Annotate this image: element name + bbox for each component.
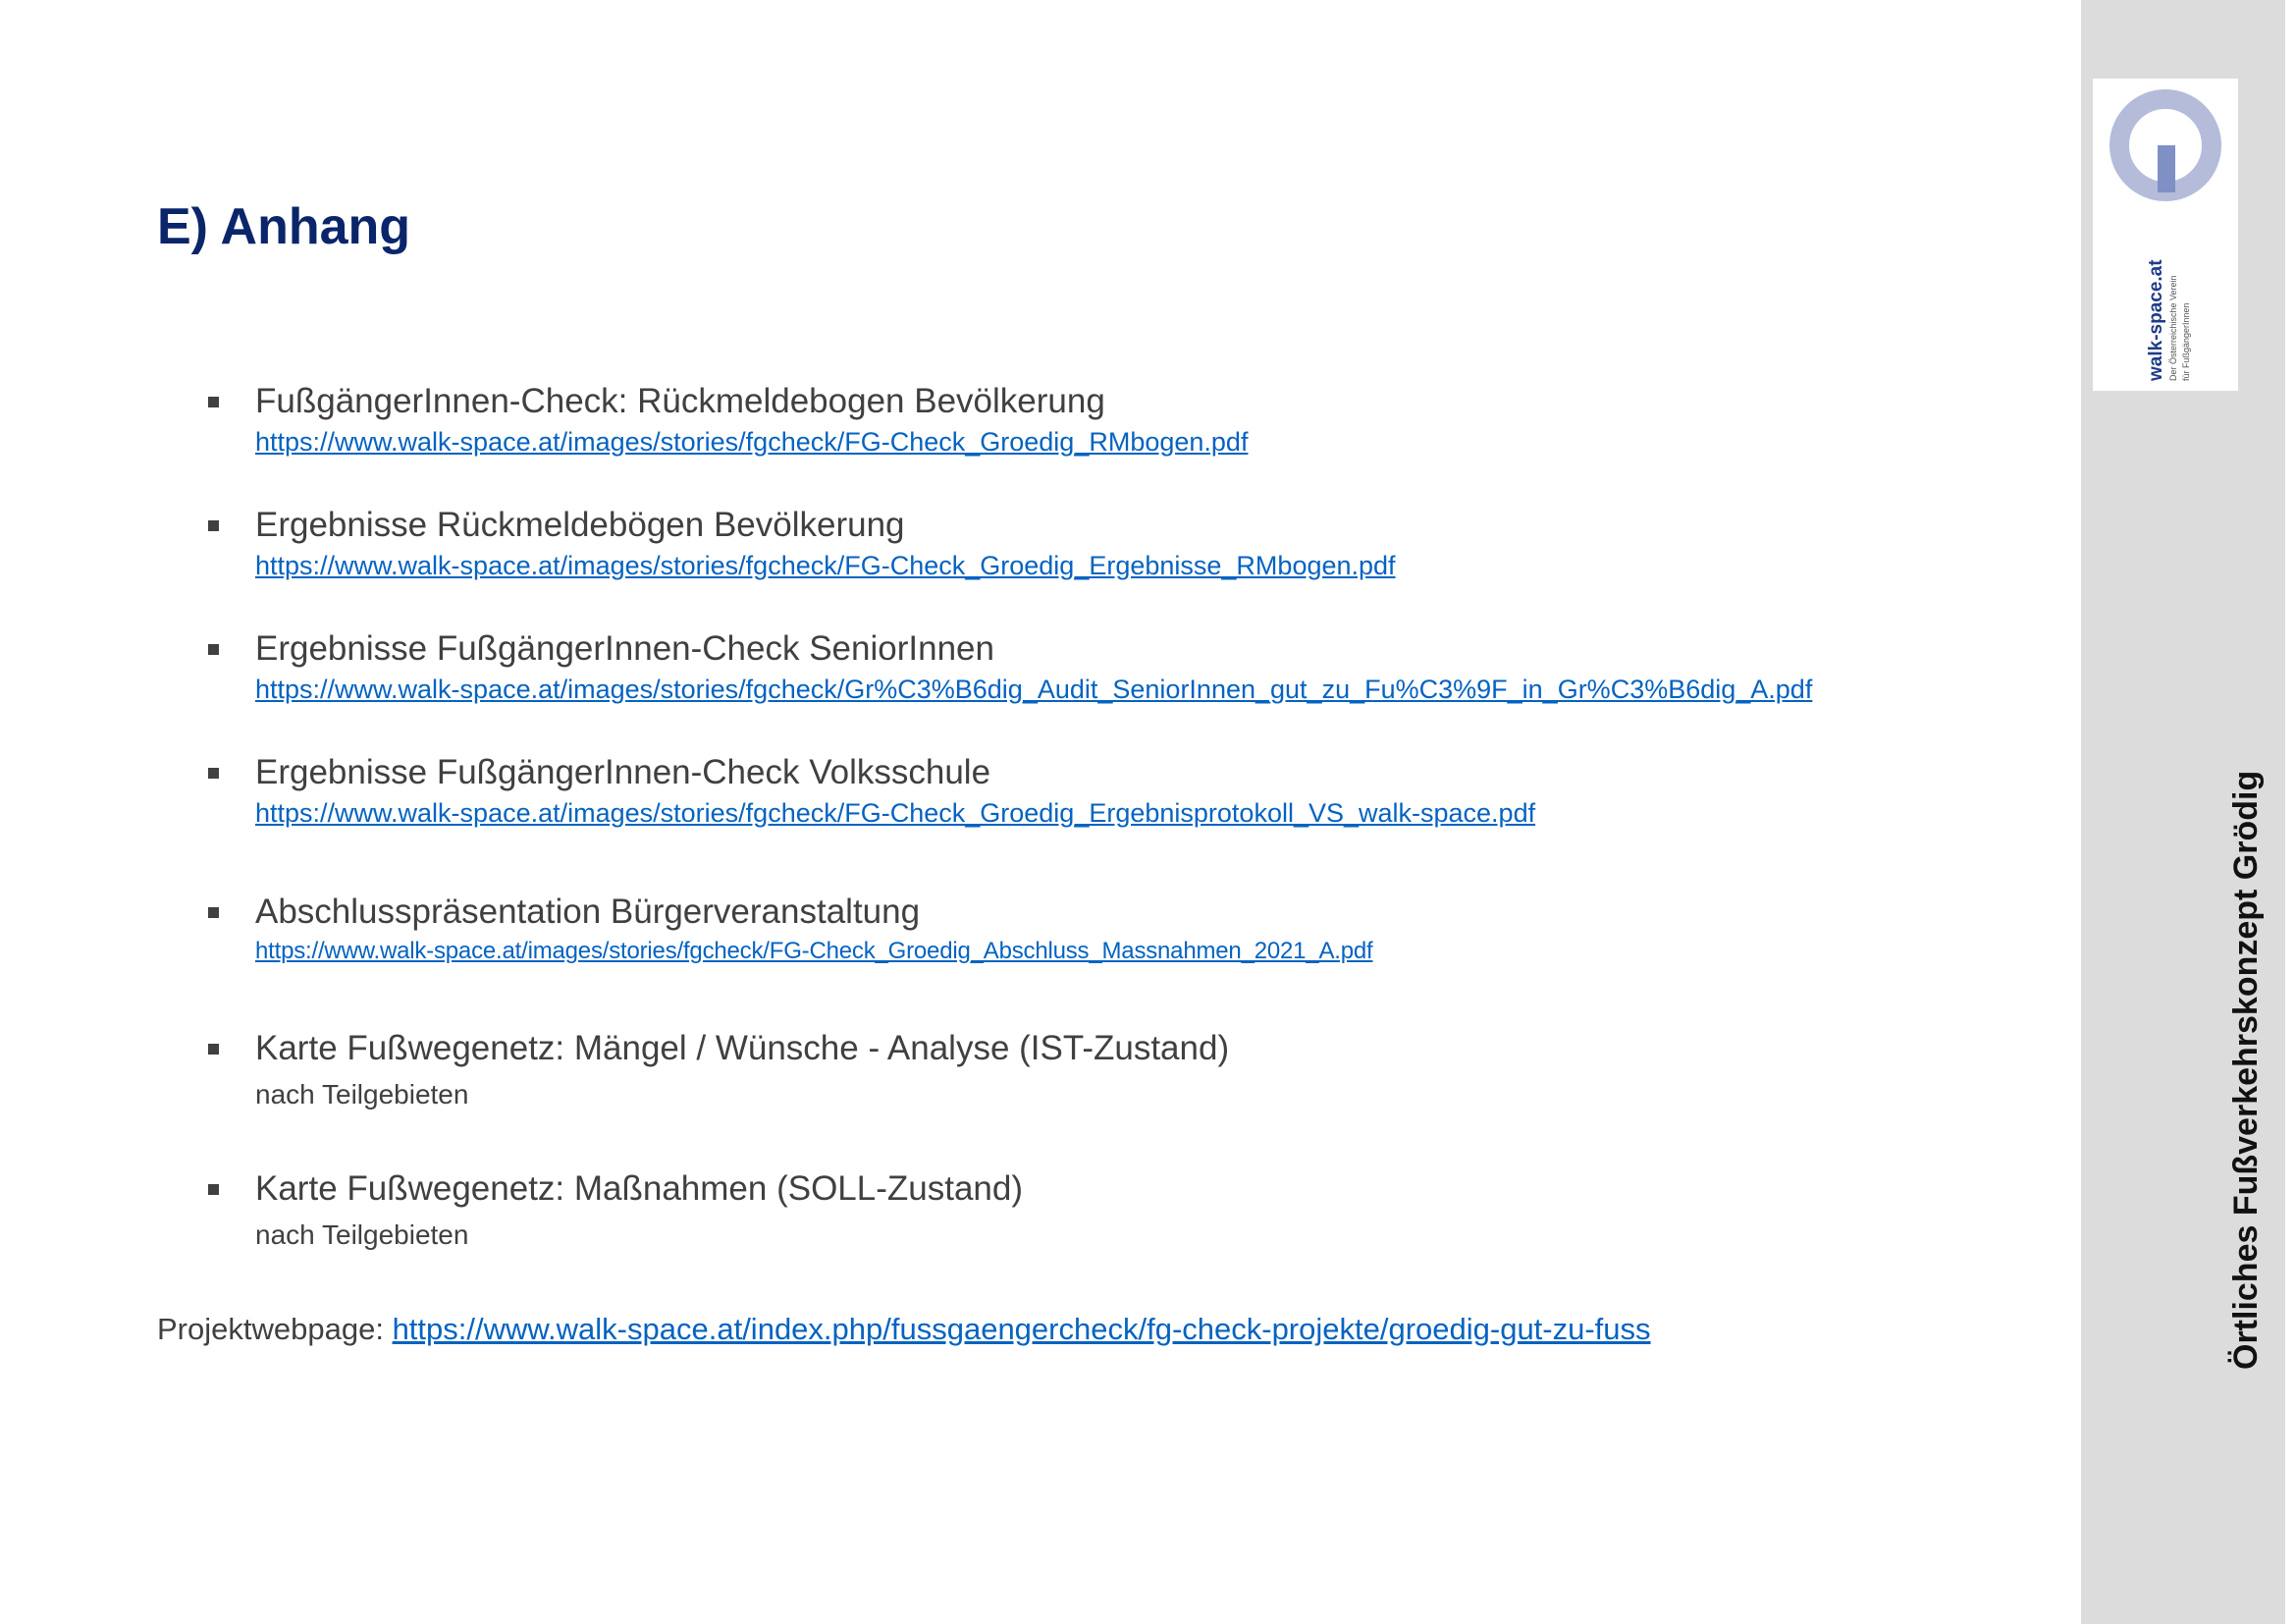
- item-link[interactable]: https://www.walk-space.at/images/stories/fgcheck/FG-Check_Groedig_Ergebnisse_RMbogen.pdf: [255, 551, 1396, 580]
- item-title: Ergebnisse FußgängerInnen-Check Volksschule: [255, 753, 991, 791]
- project-link[interactable]: https://www.walk-space.at/index.php/fussgaengercheck/fg-check-projekte/groedig-gut-zu-fuss: [392, 1312, 1651, 1346]
- square-bullet-icon: [208, 907, 219, 918]
- list-item-rueckmeldebogen: [255, 381, 1248, 460]
- square-bullet-icon: [208, 397, 219, 407]
- item-title: Abschlusspräsentation Bürgerveranstaltung: [255, 893, 921, 931]
- logo-name: walk-space.at: [2146, 259, 2166, 381]
- item-title: Ergebnisse FußgängerInnen-Check SeniorInnen: [255, 629, 994, 668]
- item-title: Ergebnisse Rückmeldebögen Bevölkerung: [255, 506, 905, 544]
- list-item-ergebnisse-rueckmeldeboegen: [255, 505, 1396, 583]
- item-title: Karte Fußwegenetz: Mängel / Wünsche - Analyse (IST-Zustand): [255, 1029, 1230, 1067]
- item-note: nach Teilgebieten: [255, 1219, 469, 1250]
- item-link[interactable]: https://www.walk-space.at/images/stories/fgcheck/Gr%C3%B6dig_Audit_SeniorInnen_gut_zu_Fu%C3%9F_in_Gr%C3%B6dig_A.pdf: [255, 675, 1813, 704]
- square-bullet-icon: [208, 1184, 219, 1195]
- walk-space-logo: [2093, 79, 2238, 391]
- list-item-seniorinnen: [255, 628, 1812, 707]
- list-item-karte-soll-zustand: [255, 1168, 1023, 1252]
- square-bullet-icon: [208, 768, 219, 779]
- project-webpage: [157, 1311, 1651, 1347]
- item-note: nach Teilgebieten: [255, 1079, 469, 1110]
- item-link[interactable]: https://www.walk-space.at/images/stories/fgcheck/FG-Check_Groedig_RMbogen.pdf: [255, 427, 1249, 457]
- logo-text: [2147, 259, 2192, 381]
- logo-subtitle-2: für FußgängerInnen: [2180, 302, 2191, 381]
- item-link[interactable]: https://www.walk-space.at/images/stories/fgcheck/FG-Check_Groedig_Abschluss_Massnahmen_2021_A.pdf: [255, 938, 1373, 964]
- sidebar: [2081, 0, 2285, 1624]
- list-item-karte-ist-zustand: [255, 1028, 1229, 1111]
- item-title: Karte Fußwegenetz: Maßnahmen (SOLL-Zustand): [255, 1169, 1024, 1208]
- list-item-abschlusspraesentation: [255, 892, 1373, 966]
- square-bullet-icon: [208, 1044, 219, 1055]
- logo-subtitle-1: Der Österreichische Verein: [2167, 275, 2178, 381]
- sidebar-title: Örtliches Fußverkehrskonzept Grödig: [2227, 770, 2265, 1370]
- square-bullet-icon: [208, 520, 219, 531]
- project-label: Projektwebpage:: [157, 1312, 384, 1346]
- page-title: E) Anhang: [157, 198, 411, 255]
- item-link[interactable]: https://www.walk-space.at/images/stories/fgcheck/FG-Check_Groedig_Ergebnisprotokoll_VS_walk-space.pdf: [255, 798, 1536, 828]
- square-bullet-icon: [208, 644, 219, 655]
- list-item-volksschule: [255, 752, 1535, 831]
- item-title: FußgängerInnen-Check: Rückmeldebogen Bevölkerung: [255, 382, 1105, 420]
